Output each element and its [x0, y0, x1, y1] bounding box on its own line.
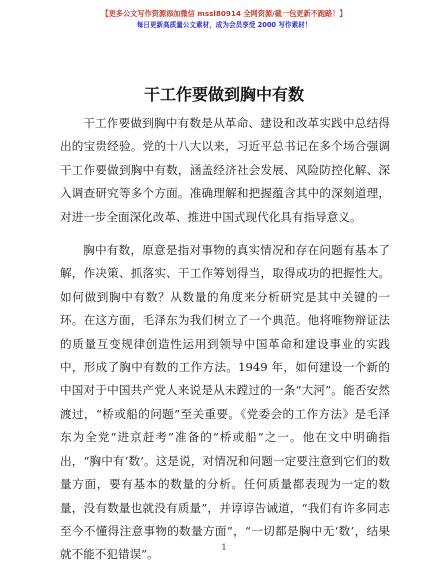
promo-banner [0, 9, 448, 30]
promo-banner-line-2: 每日更新高质量公文素材，成为会员享受 2000 写作素材！ [136, 21, 312, 29]
promo-banner-line-1: 【更多公文写作资源添加微信 mssl80914 全网资源/截一包更新不跑路！】 [101, 9, 347, 18]
paragraph-1: 干工作要做到胸中有数是从革命、建设和改革实践中总结得出的宝贵经验。党的十八大以来，习近平总书记在多个场合强调干工作要做到胸中有数，涵盖经济社会发展、风险防控化解、深入调查研究等多个方面。准确理解和把握蕴含其中的深刻道理，对进一步全面深化改革、推进中国式现代化具有指导意义。 [60, 116, 390, 224]
document-body [60, 112, 390, 567]
paragraph-2: 胸中有数，原意是指对事物的真实情况和存在问题有基本了解，作决策、抓落实、干工作筹划得当，取得成功的把握性大。如何做到胸中有数？从数量的角度来分析研究是其中关键的一环。在这方面，毛泽东为我们树立了一个典范。他将唯物辩证法的质量互变规律创造性运用到领导中国革命和建设事业的实践中，形成了胸中有数的工作方法。1949 年，如何建设一个新的中国对于中国共产党人来说是从未蹚过的一条“大河”。能否安然渡过，“桥或船的问题”至关重要。《党委会的工作方法》是毛泽东为全党“进京赶考”准备的“桥或船”之一。他在文中明确指出，“胸中有‘数’。这是说，对情况和问题一定要注意到它们的数量方面，要有基本的数量的分析。任何质量都表现为一定的数量，没有数量也就没有质量”，并谆谆告诫道，“我们有许多同志至今不懂得注意事物的数量方面”，“一切都是胸中无‘数’，结果就不能不犯错误”。 [60, 243, 390, 562]
page-number: 1 [221, 543, 227, 552]
document-title: 干工作要做到胸中有数 [143, 85, 304, 104]
